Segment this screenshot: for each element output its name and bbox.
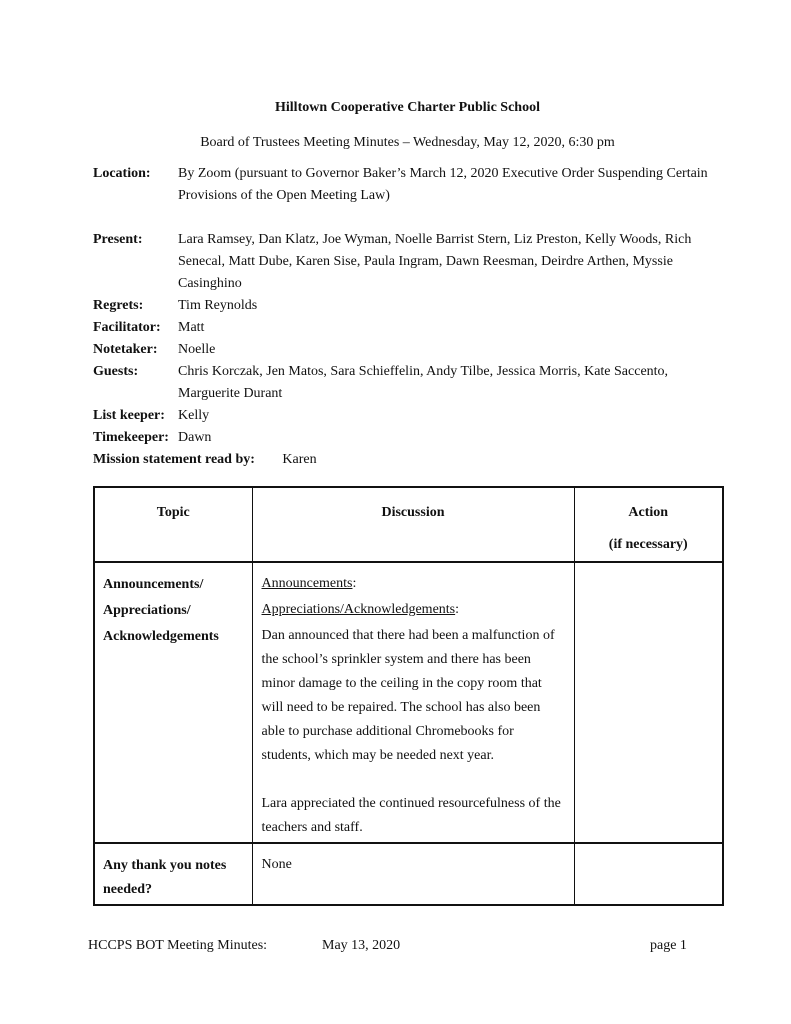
action-cell-announcements [574,562,723,843]
topic-line: Any thank you notes needed? [103,858,227,897]
column-header-action [574,487,723,562]
meta-label-notetaker: Notetaker: [93,342,158,357]
heading-colon: : [455,602,460,617]
topic-line: Acknowledgements [103,629,219,644]
discussion-cell-thank-you-notes [252,843,574,905]
meta-row-notetaker [93,339,722,361]
meta-row-facilitator [93,317,722,339]
meta-row-mission-statement [93,449,722,471]
meta-label-mission-statement: Mission statement read by: [93,452,255,467]
table-row-thank-you-notes [94,843,723,905]
table-row-announcements [94,562,723,843]
meta-row-regrets [93,295,722,317]
meta-row-guests [93,361,722,405]
meta-label-guests: Guests: [93,364,139,379]
minutes-table [93,486,724,906]
footer-page-number: page 1 [650,938,687,953]
meta-value-regrets: Tim Reynolds [178,298,258,313]
footer-date: May 13, 2020 [322,938,401,953]
table-header-row [94,487,723,562]
discussion-paragraph: None [261,857,292,872]
meta-label-regrets: Regrets: [93,298,144,313]
page-footer [0,935,791,958]
meta-value-guests: Chris Korczak, Jen Matos, Sara Schieffelin, Andy Tilbe, Jessica Morris, Kate Saccento, Marguerite Durant [178,364,669,401]
footer-document-label: HCCPS BOT Meeting Minutes: [88,938,268,953]
topic-cell-announcements [94,562,252,843]
underlined-heading: Announcements [261,576,353,591]
meta-value-list-keeper: Kelly [178,408,210,423]
meta-value-mission-statement: Karen [282,452,317,467]
document-content [93,0,722,906]
discussion-heading-appreciations [262,598,566,622]
meta-value-timekeeper: Dawn [178,430,212,445]
meta-label-present: Present: [93,232,143,247]
action-cell-thank-you-notes [574,843,723,905]
underlined-heading: Appreciations/Acknowledgements [261,602,456,617]
meta-row-location [93,163,722,207]
heading-colon: : [352,576,357,591]
meta-section [93,163,722,471]
meta-value-notetaker: Noelle [178,342,216,357]
meta-value-present: Lara Ramsey, Dan Klatz, Joe Wyman, Noelle Barrist Stern, Liz Preston, Kelly Woods, Rich Senecal, Matt Dube, Karen Sise, Paula Ingram, Dawn Reesman, Deirdre Arthen, Myssie Casinghino [178,232,692,291]
discussion-heading-announcements [262,572,566,596]
discussion-paragraph: Dan announced that there had been a malfunction of the school’s sprinkler system and there has been minor damage to the ceiling in the copy room that will need to be repaired. The school has also been able to purchase additional Chromebooks for students, which may be needed next year. [261,628,555,763]
meta-label-timekeeper: Timekeeper: [93,430,169,445]
topic-cell-thank-you-notes [94,843,252,905]
column-header-action-note: (if necessary) [608,537,688,552]
column-header-discussion: Discussion [252,487,574,562]
meta-row-present [93,229,722,295]
topic-line: Appreciations/ [103,603,191,618]
column-header-action-title: Action [628,505,669,520]
discussion-paragraph: Lara appreciated the continued resourcefulness of the teachers and staff. [261,796,561,835]
meta-row-list-keeper [93,405,722,427]
meta-label-location: Location: [93,166,151,181]
document-subtitle: Board of Trustees Meeting Minutes – Wednesday, May 12, 2020, 6:30 pm [200,135,615,150]
meta-row-timekeeper [93,427,722,449]
column-header-topic: Topic [94,487,252,562]
meta-value-location: By Zoom (pursuant to Governor Baker’s March 12, 2020 Executive Order Suspending Certain Provisions of the Open Meeting Law) [178,166,708,203]
meta-value-facilitator: Matt [178,320,205,335]
meta-label-list-keeper: List keeper: [93,408,165,423]
meta-label-facilitator: Facilitator: [93,320,161,335]
discussion-cell-announcements [252,562,574,843]
document-title: Hilltown Cooperative Charter Public School [275,100,540,115]
topic-line: Announcements/ [103,577,204,592]
